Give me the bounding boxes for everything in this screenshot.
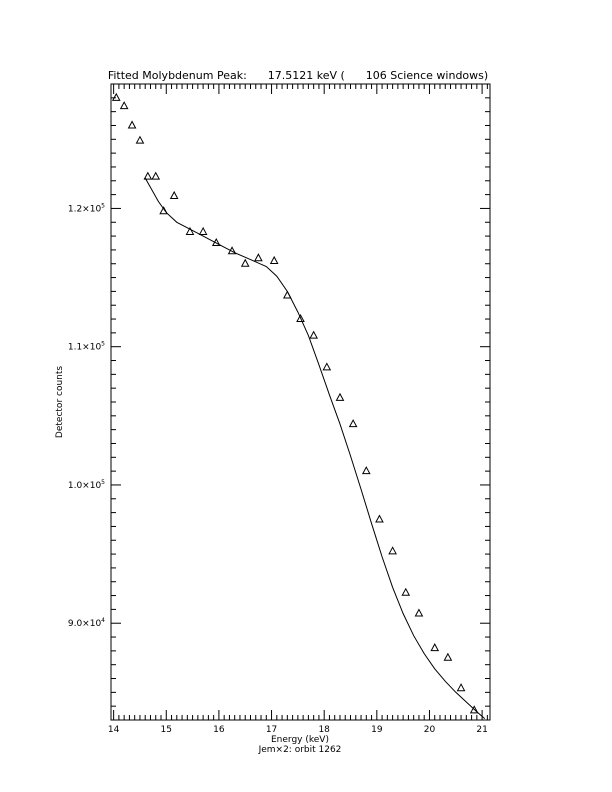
x-tick-label: 20: [423, 725, 436, 735]
data-point: [121, 102, 128, 109]
x-tick-label: 21: [476, 725, 488, 735]
data-point: [284, 292, 291, 299]
data-point: [271, 257, 278, 264]
data-point: [402, 589, 409, 596]
data-point: [350, 420, 357, 427]
x-tick-label: 14: [107, 725, 120, 735]
data-point: [160, 207, 167, 214]
data-point: [129, 121, 136, 128]
y-tick-label: $1.2\times 10^5$: [67, 202, 105, 215]
orbit-label: Jem×2: orbit 1262: [258, 745, 342, 755]
data-points: [113, 94, 478, 713]
data-point: [444, 654, 451, 661]
x-tick-label: 19: [371, 725, 383, 735]
plot-frame: [111, 84, 490, 720]
data-point: [458, 684, 465, 691]
data-point: [171, 192, 178, 199]
data-point: [255, 254, 262, 261]
data-point: [363, 467, 370, 474]
x-tick-label: 18: [318, 725, 330, 735]
data-point: [323, 363, 330, 370]
data-point: [200, 228, 207, 235]
data-point: [186, 228, 193, 235]
y-tick-label: $1.0\times 10^5$: [67, 478, 105, 491]
y-axis-label: Detector counts: [55, 365, 65, 439]
x-tick-label: 17: [265, 725, 278, 735]
x-tick-label: 15: [160, 725, 172, 735]
data-point: [389, 547, 396, 554]
data-point: [152, 173, 159, 180]
fit-line: [145, 178, 485, 719]
axis-ticks: [111, 84, 490, 720]
data-point: [310, 332, 317, 339]
x-axis-label: Energy (keV): [271, 735, 329, 745]
data-point: [144, 173, 151, 180]
data-point: [113, 94, 120, 101]
data-point: [136, 137, 143, 144]
data-point: [415, 610, 422, 617]
data-point: [336, 394, 343, 401]
x-tick-label: 16: [213, 725, 225, 735]
data-point: [242, 260, 249, 267]
chart-title: Fitted Molybdenum Peak: 17.5121 keV ( 106 Science windows): [107, 69, 489, 82]
data-point: [431, 644, 438, 651]
data-point: [376, 516, 383, 523]
y-tick-label: $9.0\times 10^4$: [67, 617, 105, 630]
y-tick-label: $1.1\times 10^5$: [67, 340, 105, 353]
